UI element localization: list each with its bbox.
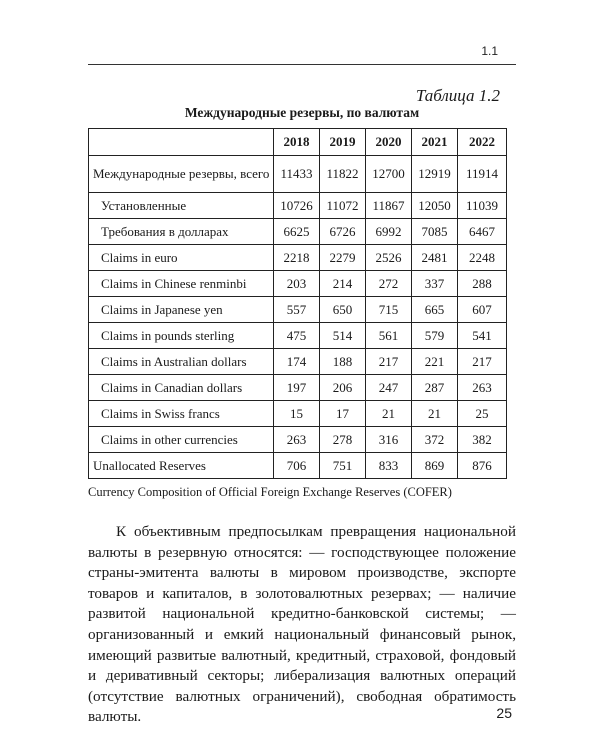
cell-value: 217 xyxy=(458,349,507,375)
cell-value: 11433 xyxy=(274,156,320,193)
cell-value: 751 xyxy=(320,453,366,479)
cell-value: 6726 xyxy=(320,219,366,245)
cell-value: 557 xyxy=(274,297,320,323)
cell-value: 272 xyxy=(366,271,412,297)
table-row xyxy=(89,193,507,219)
cell-value: 12919 xyxy=(412,156,458,193)
row-label: Claims in Japanese yen xyxy=(89,297,274,323)
cell-value: 11822 xyxy=(320,156,366,193)
cell-value: 607 xyxy=(458,297,507,323)
cell-value: 7085 xyxy=(412,219,458,245)
cell-value: 206 xyxy=(320,375,366,401)
cell-value: 288 xyxy=(458,271,507,297)
cell-value: 706 xyxy=(274,453,320,479)
cell-value: 2279 xyxy=(320,245,366,271)
cell-value: 12700 xyxy=(366,156,412,193)
cell-value: 541 xyxy=(458,323,507,349)
header-year: 2021 xyxy=(412,129,458,156)
row-label: Claims in Chinese renminbi xyxy=(89,271,274,297)
cell-value: 188 xyxy=(320,349,366,375)
cell-value: 17 xyxy=(320,401,366,427)
cell-value: 217 xyxy=(366,349,412,375)
cell-value: 475 xyxy=(274,323,320,349)
cell-value: 372 xyxy=(412,427,458,453)
cell-value: 15 xyxy=(274,401,320,427)
table-row xyxy=(89,401,507,427)
cell-value: 316 xyxy=(366,427,412,453)
table-source-note: Currency Composition of Official Foreign Exchange Reserves (COFER) xyxy=(88,485,452,499)
header-year: 2018 xyxy=(274,129,320,156)
cell-value: 221 xyxy=(412,349,458,375)
cell-value: 11039 xyxy=(458,193,507,219)
cell-value: 174 xyxy=(274,349,320,375)
header-year: 2022 xyxy=(458,129,507,156)
cell-value: 833 xyxy=(366,453,412,479)
page-number: 25 xyxy=(496,705,512,721)
cell-value: 650 xyxy=(320,297,366,323)
cell-value: 287 xyxy=(412,375,458,401)
table-row xyxy=(89,349,507,375)
header-year: 2020 xyxy=(366,129,412,156)
cell-value: 715 xyxy=(366,297,412,323)
cell-value: 561 xyxy=(366,323,412,349)
cell-value: 263 xyxy=(458,375,507,401)
row-label: Международные резервы, всего xyxy=(89,156,274,193)
cell-value: 2481 xyxy=(412,245,458,271)
reserves-table xyxy=(88,128,507,479)
body-paragraph: К объективным предпосылкам превращения национальной валюты в резервную относятся: — господствующее положение страны-эмитента валюты в мировом производстве, экспорте товаров и капиталов, в золотовалютных резервах; — наличие развитой национальной кредитно-банковской системы; — организованный и емкий национальный финансовый рынок, имеющий развитые валютный, кредитный, страховой, фондовый и деривативный секторы; либерализация валютных операций (отсутствие валютных ограничений), свободная обратимость валюты. xyxy=(88,523,516,726)
cell-value: 247 xyxy=(366,375,412,401)
row-label: Claims in Australian dollars xyxy=(89,349,274,375)
cell-value: 11914 xyxy=(458,156,507,193)
row-label: Claims in other currencies xyxy=(89,427,274,453)
cell-value: 12050 xyxy=(412,193,458,219)
row-label: Claims in Swiss francs xyxy=(89,401,274,427)
cell-value: 278 xyxy=(320,427,366,453)
row-label: Требования в долларах xyxy=(89,219,274,245)
cell-value: 10726 xyxy=(274,193,320,219)
header-rule xyxy=(88,64,516,65)
cell-value: 25 xyxy=(458,401,507,427)
cell-value: 263 xyxy=(274,427,320,453)
cell-value: 203 xyxy=(274,271,320,297)
cell-value: 665 xyxy=(412,297,458,323)
cell-value: 2526 xyxy=(366,245,412,271)
cell-value: 337 xyxy=(412,271,458,297)
cell-value: 876 xyxy=(458,453,507,479)
cell-value: 11867 xyxy=(366,193,412,219)
row-label: Claims in euro xyxy=(89,245,274,271)
header-corner-cell xyxy=(89,129,274,156)
cell-value: 21 xyxy=(412,401,458,427)
cell-value: 11072 xyxy=(320,193,366,219)
table-row xyxy=(89,323,507,349)
cell-value: 214 xyxy=(320,271,366,297)
table-row xyxy=(89,427,507,453)
cell-value: 2248 xyxy=(458,245,507,271)
table-row xyxy=(89,156,507,193)
cell-value: 6992 xyxy=(366,219,412,245)
row-label: Unallocated Reserves xyxy=(89,453,274,479)
cell-value: 514 xyxy=(320,323,366,349)
row-label: Claims in Canadian dollars xyxy=(89,375,274,401)
table-title: Международные резервы, по валютам xyxy=(184,105,420,120)
table-row xyxy=(89,297,507,323)
table-row xyxy=(89,375,507,401)
table-header-row xyxy=(89,129,507,156)
cell-value: 197 xyxy=(274,375,320,401)
row-label: Установленные xyxy=(89,193,274,219)
table-row xyxy=(89,245,507,271)
table-row xyxy=(89,453,507,479)
cell-value: 2218 xyxy=(274,245,320,271)
cell-value: 579 xyxy=(412,323,458,349)
cell-value: 869 xyxy=(412,453,458,479)
cell-value: 382 xyxy=(458,427,507,453)
cell-value: 21 xyxy=(366,401,412,427)
row-label: Claims in pounds sterling xyxy=(89,323,274,349)
table-caption: Таблица 1.2 xyxy=(415,86,500,105)
table-row xyxy=(89,219,507,245)
running-head: 1.1 xyxy=(481,44,498,58)
table-row xyxy=(89,271,507,297)
cell-value: 6467 xyxy=(458,219,507,245)
cell-value: 6625 xyxy=(274,219,320,245)
header-year: 2019 xyxy=(320,129,366,156)
